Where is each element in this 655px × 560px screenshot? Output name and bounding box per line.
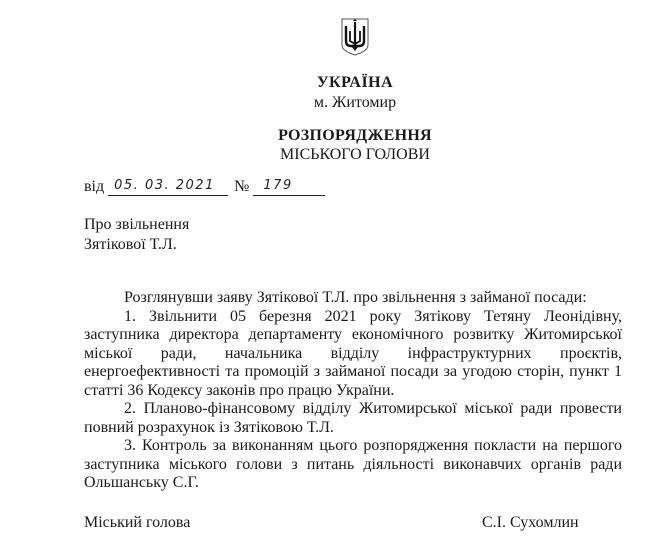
emblem-svg	[340, 17, 370, 57]
date-prefix: від	[84, 178, 105, 195]
document-issuer: МІСЬКОГО ГОЛОВИ	[280, 146, 430, 163]
signatory-position: Міський голова	[84, 514, 191, 531]
subject-line-2: Зятікової Т.Л.	[84, 236, 177, 253]
clause-3: 3. Контроль за виконанням цього розпорядження покласти на першого заступника міського голови з питань діяльності виконавчих органів ради Ольшанську С.Г.	[84, 437, 622, 491]
signatory-name: С.І. Сухомлин	[482, 514, 579, 531]
document-body	[84, 289, 622, 493]
document-type-title: РОЗПОРЯДЖЕННЯ	[278, 127, 432, 144]
subject-line-1: Про звільнення	[84, 216, 190, 233]
trident-coat-of-arms-icon	[340, 17, 370, 57]
intro-paragraph: Розглянувши заяву Зятікової Т.Л. про звільнення з займаної посади:	[124, 289, 587, 306]
city-name: м. Житомир	[313, 94, 397, 111]
handwritten-date: 05. 03. 2021	[108, 178, 228, 196]
date-number-line	[84, 178, 325, 196]
number-sign: №	[234, 178, 250, 195]
country-title: УКРАЇНА	[316, 74, 394, 91]
handwritten-number: 179	[253, 178, 325, 196]
clause-2: 2. Планово-фінансовому відділу Житомирської міської ради провести повний розрахунок із Зятіковою Т.Л.	[84, 400, 622, 436]
clause-1: 1. Звільнити 05 березня 2021 року Зятікову Тетяну Леонідівну, заступника директора департаменту економічного розвитку Житомирської міської ради, начальника відділу інфраструктурних проєктів, енергоефективності та промоцій з займаної посади за угодою сторін, пункт 1 статті 36 Кодексу законів про працю України.	[84, 307, 622, 399]
subject-block	[84, 215, 189, 255]
